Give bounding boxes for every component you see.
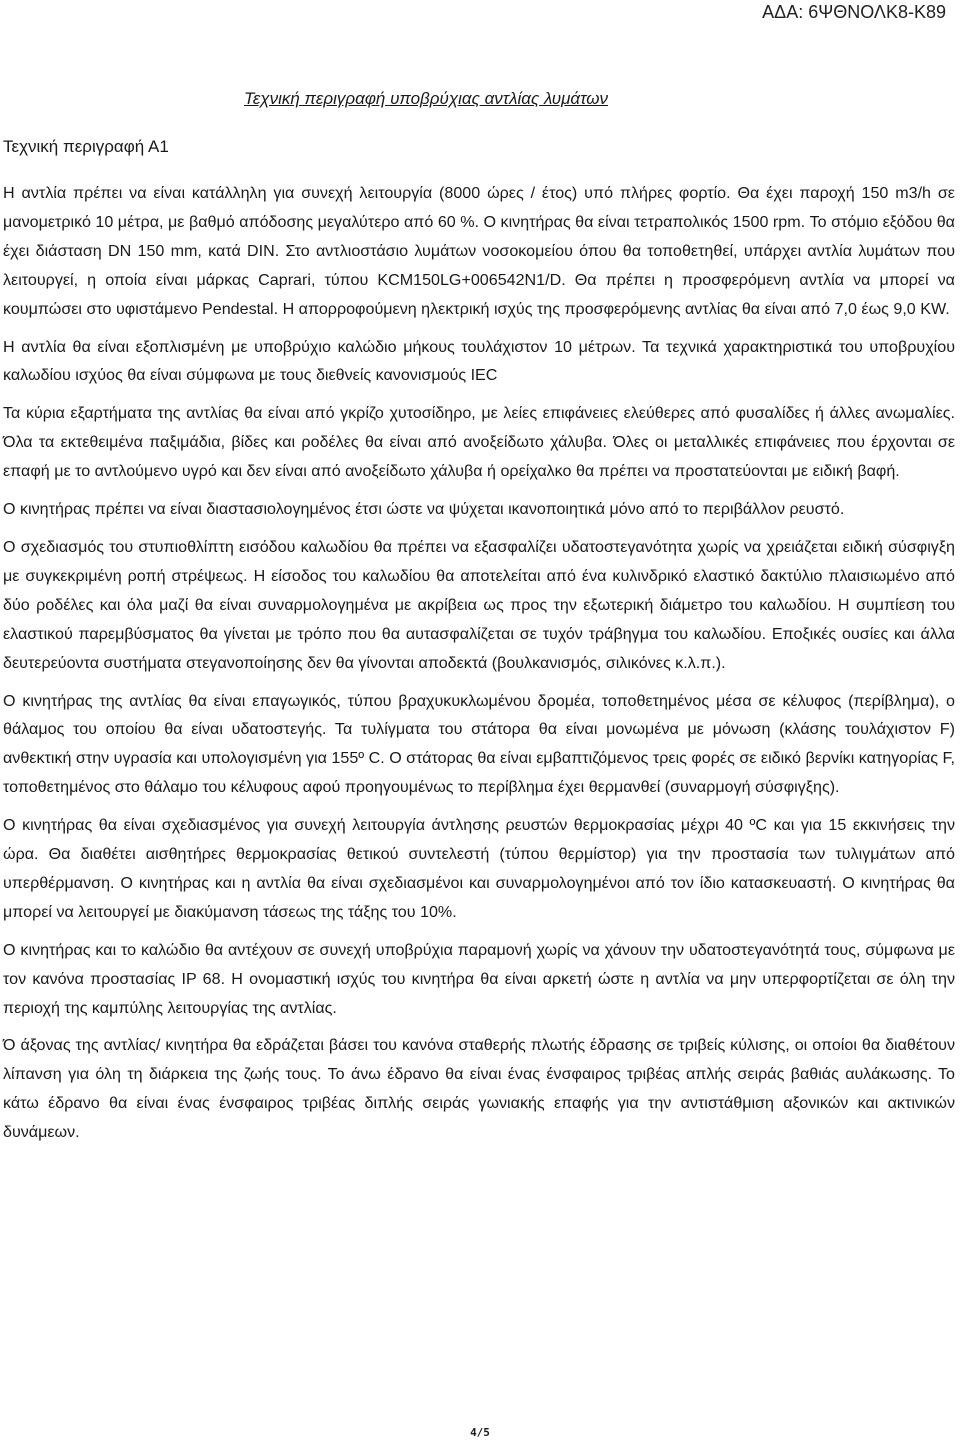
paragraph: Η αντλία θα είναι εξοπλισμένη με υποβρύχιο καλώδιο μήκους τουλάχιστον 10 μέτρων. Τα τεχνικά χαρακτηριστικά του υποβρυχίου καλωδίου ισχύος θα είναι σύμφωνα με τους διεθνείς κανονισμούς IEC [3, 337, 955, 385]
page-number: 4/5 [470, 1426, 490, 1439]
paragraph: Ο κινητήρας και το καλώδιο θα αντέχουν σε συνεχή υποβρύχια παραμονή χωρίς να χάνουν την υδατοστεγανότητά τους, σύμφωνα με τον κανόνα προστασίας IP 68. Η ονομαστική ισχύς του κινητήρα θα είναι αρκετή ώστε η αντλία να μην υπερφορτίζεται σε όλη την περιοχή της καμπύλης λειτουργίας της αντλίας. [3, 940, 955, 1017]
paragraph: Ο κινητήρας θα είναι σχεδιασμένος για συνεχή λειτουργία άντλησης ρευστών θερμοκρασίας μέχρι 40 ºC και για 15 εκκινήσεις την ώρα. Θα διαθέτει αισθητήρες θερμοκρασίας θετικού συντελεστή (τύπου θερμίστορ) για την προστασία των τυλιγμάτων από υπερθέρμανση. Ο κινητήρας και η αντλία θα είναι σχεδιασμένοι και συναρμολογημένοι από τον ίδιο κατασκευαστή. Ο κινητήρας θα μπορεί να λειτουργεί με διακύμανση τάσεως της τάξης του 10%. [3, 816, 955, 921]
paragraph: Η αντλία πρέπει να είναι κατάλληλη για συνεχή λειτουργία (8000 ώρες / έτος) υπό πλήρες φορτίο. Θα έχει παροχή 150 m3/h σε μανομετρικό 10 μέτρα, με βαθμό απόδοσης μεγαλύτερο από 60 %. Ο κινητήρας θα είναι τετραπολικός 1500 rpm. Το στόμιο εξόδου θα έχει διάσταση DN 150 mm, κατά DIN. Στο αντλιοστάσιο λυμάτων νοσοκομείου όπου θα τοποθετηθεί, υπάρχει αντλία λυμάτων που λειτουργεί, η οποία είναι μάρκας Caprari, τύπου KCM150LG+006542N1/D. Θα πρέπει η προσφερόμενη αντλία να μπορεί να κουμπώσει στο υφιστάμενο Pendestal. Η απορροφούμενη ηλεκτρική ισχύς της προσφερόμενης αντλίας θα είναι από 7,0 έως 9,0 KW. [3, 184, 955, 318]
ada-code: ΑΔΑ: 6ΨΘΝΟΛΚ8-Κ89 [762, 2, 946, 22]
paragraph: Ό άξονας της αντλίας/ κινητήρα θα εδράζεται βάσει του κανόνα σταθερής πλωτής έδρασης σε τριβείς κύλισης, οι οποίοι θα διαθέτουν λίπανση για όλη τη διάρκεια της ζωής τους. Το άνω έδρανο θα είναι ένας ένσφαιρος τριβέας απλής σειράς βαθιάς αυλάκωσης. Το κάτω έδρανο θα είναι ένας ένσφαιρος τριβέας διπλής σειράς γωνιακής επαφής για την αντιστάθμιση αξονικών και ακτινικών δυνάμεων. [3, 1036, 955, 1142]
paragraph: Ο κινητήρας πρέπει να είναι διαστασιολογημένος έτσι ώστε να ψύχεται ικανοποιητικά μόνο από το περιβάλλον ρευστό. [3, 500, 845, 519]
document-subtitle: Τεχνική περιγραφή Α1 [3, 137, 169, 156]
paragraph: Τα κύρια εξαρτήματα της αντλίας θα είναι από γκρίζο χυτοσίδηρο, με λείες επιφάνειες ελεύθερες από φυσαλίδες ή άλλες ανωμαλίες. Όλα τα εκτεθειμένα παξιμάδια, βίδες και ροδέλες θα είναι από ανοξείδωτο χάλυβα. Όλες οι μεταλλικές επιφάνειες που έρχονται σε επαφή με το αντλούμενο υγρό και δεν είναι από ανοξείδωτο χάλυβα ή ορείχαλκο θα πρέπει να προστατεύονται με ειδική βαφή. [3, 404, 955, 481]
document-title: Τεχνική περιγραφή υποβρύχιας αντλίας λυμάτων [244, 89, 608, 108]
paragraph: Ο κινητήρας της αντλίας θα είναι επαγωγικός, τύπου βραχυκυκλωμένου δρομέα, τοποθετημένος μέσα σε κέλυφος (περίβλημα), ο θάλαμος του οποίου θα είναι υδατοστεγής. Τα τυλίγματα του στάτορα θα είναι μονωμένα με μόνωση (κλάσης τουλάχιστον F) ανθεκτική στην υγρασία και υπολογισμένη για 155º C. Ο στάτορας θα είναι εμβαπτιζόμενος τρεις φορές σε ειδικό βερνίκι κατηγορίας F, τοποθετημένος στο θάλαμο του κέλυφους αφού προηγουμένως το περίβλημα έχει θερμανθεί (συναρμογή σύσφιγξης). [3, 691, 955, 797]
paragraph: Ο σχεδιασμός του στυπιοθλίπτη εισόδου καλωδίου θα πρέπει να εξασφαλίζει υδατοστεγανότητα χωρίς να χρειάζεται ειδική σύσφιγξη με συγκεκριμένη ροπή στρέψεως. Η είσοδος του καλωδίου θα αποτελείται από ένα κυλινδρικό ελαστικό δακτύλιο πλαισιωμένο από δύο ροδέλες και όλα μαζί θα είναι συναρμολογημένα με ακρίβεια ως προς την εξωτερική διάμετρο του καλωδίου. Η συμπίεση του ελαστικού παρεμβύσματος θα γίνεται με τρόπο που θα αυτασφαλίζεται σε τυχόν τράβηγμα του καλωδίου. Εποξικές ουσίες και άλλα δευτερεύοντα συστήματα στεγανοποίησης δεν θα γίνονται αποδεκτά (βουλκανισμός, σιλικόνες κ.λ.π.). [3, 537, 955, 672]
document-body [3, 179, 955, 1156]
